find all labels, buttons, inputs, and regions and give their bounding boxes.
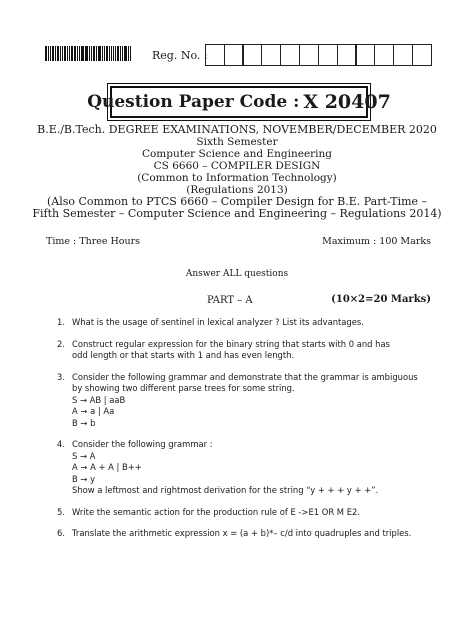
question-item: [57, 339, 432, 362]
barcode: [45, 46, 131, 61]
reg-no-box[interactable]: [337, 44, 357, 66]
barcode-stripe: [74, 46, 76, 61]
reg-no-label: Reg. No. :: [152, 49, 208, 62]
reg-no-box[interactable]: [393, 44, 413, 66]
common-note: (Common to Information Technology): [137, 172, 337, 184]
barcode-stripe: [77, 46, 78, 61]
time-duration: Time : Three Hours: [46, 236, 141, 247]
barcode-stripe: [109, 46, 110, 61]
barcode-stripe: [122, 46, 123, 61]
barcode-stripe: [67, 46, 68, 61]
reg-no-box[interactable]: [280, 44, 300, 66]
barcode-stripe: [96, 46, 97, 61]
reg-no-box[interactable]: [224, 44, 244, 66]
question-text: Write the semantic action for the production rule of E ->E1 OR M E2.: [72, 506, 360, 517]
question-item: [57, 528, 432, 540]
question-paper-code: X 20407: [303, 91, 391, 113]
instruction: Answer ALL questions: [185, 269, 289, 279]
reg-no-box[interactable]: [355, 44, 375, 66]
question-text: odd length or that starts with 1 and has even length.: [72, 350, 295, 360]
question-item: [57, 372, 432, 430]
question-number: 6.: [57, 528, 65, 538]
reg-no-box[interactable]: [412, 44, 432, 66]
question-text: Consider the following grammar and demonstrate that the grammar is ambiguous: [72, 371, 418, 382]
barcode-stripe: [69, 46, 70, 61]
question-text: Consider the following grammar :: [72, 439, 213, 449]
question-text: S → AB | aaB: [72, 394, 126, 405]
barcode-stripe: [57, 46, 60, 61]
barcode-stripe: [120, 46, 121, 61]
question-text: What is the usage of sentinel in lexical analyzer ? List its advantages.: [72, 317, 364, 327]
question-number: 3.: [57, 371, 65, 382]
barcode-stripe: [62, 46, 63, 61]
reg-no-box[interactable]: [261, 44, 281, 66]
question-number: 2.: [57, 338, 65, 349]
regulations: (Regulations 2013): [186, 184, 288, 196]
reg-no-box[interactable]: [242, 44, 262, 66]
question-list: [57, 317, 432, 550]
barcode-stripe: [91, 46, 92, 61]
barcode-stripe: [98, 46, 101, 61]
barcode-stripe: [55, 46, 56, 61]
question-item: [57, 439, 432, 497]
question-paper-code-label: Question Paper Code :: [87, 92, 300, 112]
barcode-stripe: [45, 46, 47, 61]
question-text: Translate the arithmetic expression x = (a + b)*– c/d into quadruples and triples.: [72, 528, 412, 538]
barcode-stripe: [93, 46, 95, 61]
barcode-stripe: [89, 46, 90, 61]
barcode-stripe: [86, 46, 88, 61]
barcode-stripe: [124, 46, 127, 61]
question-item: [57, 317, 432, 329]
exam-title: B.E./B.Tech. DEGREE EXAMINATIONS, NOVEMBER/DECEMBER 2020: [37, 123, 437, 136]
also-common-line-1: (Also Common to PTCS 6660 – Compiler Design for B.E. Part-Time –: [46, 195, 428, 208]
reg-no-box[interactable]: [205, 44, 225, 66]
barcode-stripe: [50, 46, 51, 61]
question-paper-code-box: [87, 86, 391, 118]
barcode-stripe: [106, 46, 108, 61]
barcode-stripe: [115, 46, 116, 61]
reg-no-box[interactable]: [374, 44, 394, 66]
barcode-stripe: [85, 46, 86, 61]
barcode-stripe: [111, 46, 112, 61]
question-text: Construct regular expression for the binary string that starts with 0 and has: [72, 338, 390, 349]
semester: Sixth Semester: [196, 136, 278, 148]
barcode-stripe: [113, 46, 115, 61]
barcode-stripe: [104, 46, 105, 61]
barcode-stripe: [117, 46, 119, 61]
barcode-stripe: [48, 46, 49, 61]
question-text: A → a | Aa: [72, 406, 115, 416]
course-title: CS 6660 – COMPILER DESIGN: [153, 160, 321, 172]
barcode-stripe: [130, 46, 131, 61]
question-text: B → b: [72, 417, 96, 428]
question-text: B → y: [72, 473, 96, 484]
exam-header: [0, 124, 474, 220]
barcode-stripe: [52, 46, 54, 61]
barcode-stripe: [79, 46, 80, 61]
reg-no-box[interactable]: [299, 44, 319, 66]
reg-no-boxes: [206, 44, 432, 65]
question-number: 1.: [57, 317, 65, 327]
barcode-stripe: [71, 46, 73, 61]
part-title: PART – A: [207, 295, 253, 306]
barcode-stripe: [128, 46, 129, 61]
barcode-stripe: [81, 46, 84, 61]
barcode-stripe: [64, 46, 66, 61]
question-item: [57, 507, 432, 519]
question-text: by showing two different parse trees for some string.: [72, 383, 295, 393]
barcode-stripe: [102, 46, 103, 61]
reg-no-box[interactable]: [318, 44, 338, 66]
branch: Computer Science and Engineering: [141, 148, 333, 160]
barcode-stripe: [60, 46, 61, 61]
part-marks: (10×2=20 Marks): [331, 294, 431, 305]
maximum-marks: Maximum : 100 Marks: [322, 236, 431, 247]
question-text: Show a leftmost and rightmost derivation for the string “y + + + y + +”.: [72, 485, 379, 495]
also-common-line-2: Fifth Semester – Computer Science and Engineering – Regulations 2014): [32, 207, 442, 220]
question-number: 5.: [57, 506, 65, 517]
question-text: A → A + A | B++: [72, 462, 142, 472]
question-number: 4.: [57, 439, 65, 449]
question-text: S → A: [72, 450, 96, 461]
